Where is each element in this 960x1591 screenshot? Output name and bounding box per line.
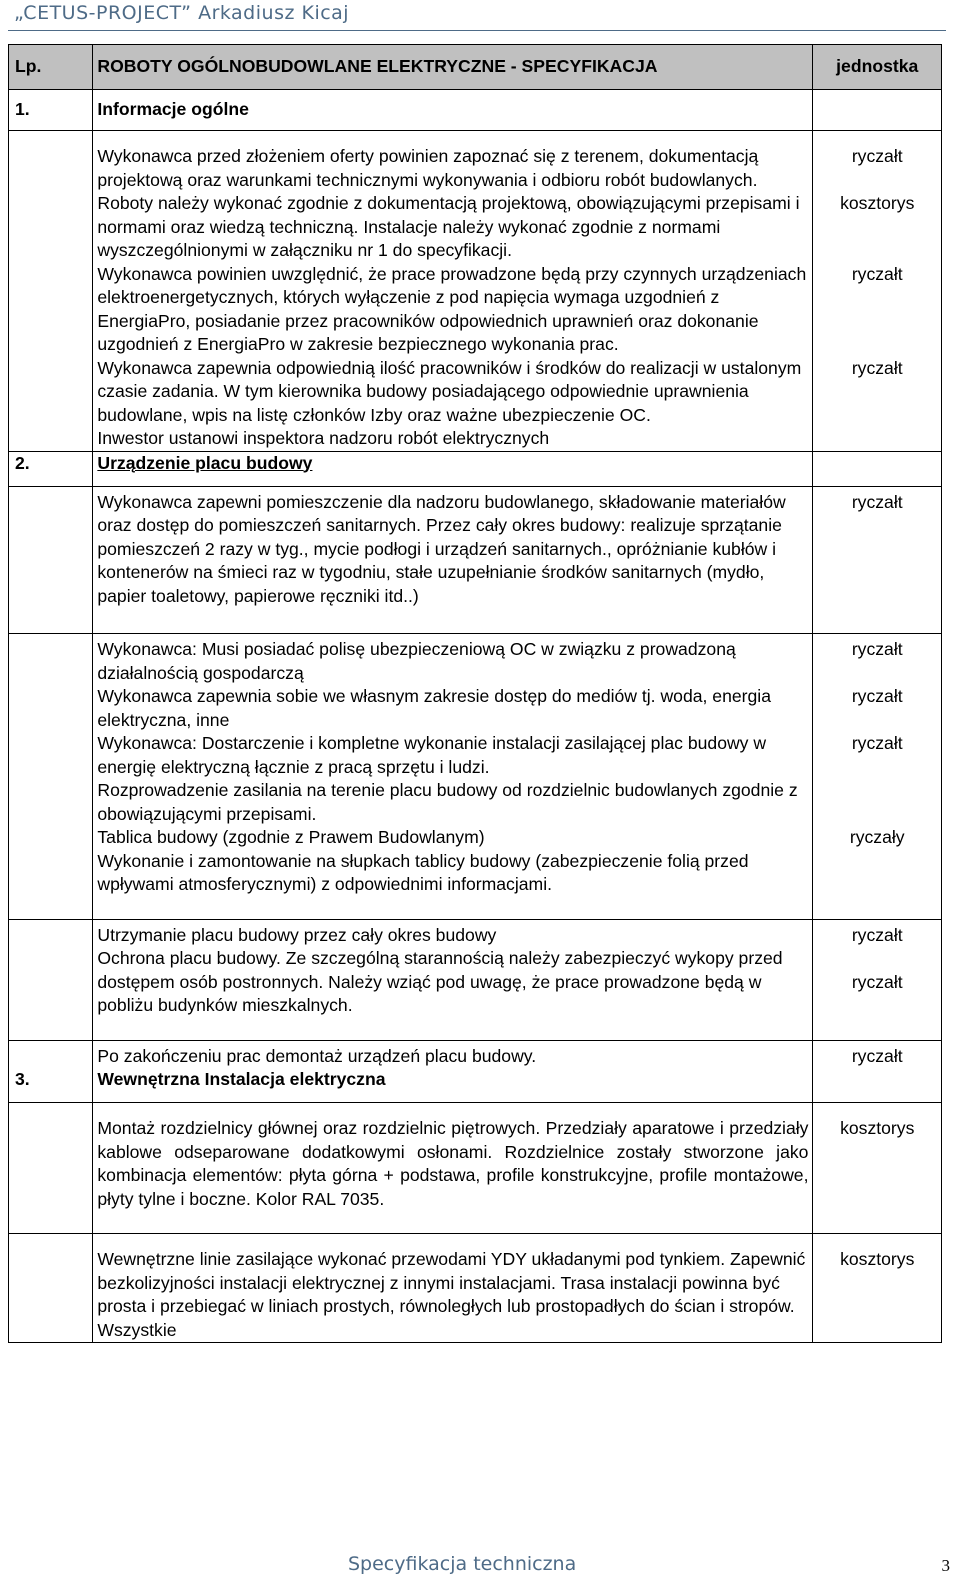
table-row <box>9 1045 942 1069</box>
footer-title: Specyfikacja techniczna <box>348 1553 577 1575</box>
item-text: Rozprowadzenie zasilania na terenie placu budowy od rozdzielnic budowlanych zgodnie z obowiązującymi przepisami. <box>93 779 813 826</box>
table-row <box>9 732 942 779</box>
col-title-header: ROBOTY OGÓLNOBUDOWLANE ELEKTRYCZNE - SPECYFIKACJA <box>93 45 813 90</box>
section-title: Informacje ogólne <box>93 90 813 131</box>
table-row <box>9 1117 942 1211</box>
section-title: Wewnętrzna Instalacja elektryczna <box>93 1068 813 1103</box>
table-row <box>9 924 942 948</box>
table-row <box>9 850 942 897</box>
item-text: Roboty należy wykonać zgodnie z dokumentacją projektową, obowiązującymi przepisami i normami oraz wiedzą techniczną. Instalacje należy wykonać zgodnie z normami wyszczególnionymi w załączniku nr 1 do specyfikacji. <box>93 192 813 263</box>
item-unit: kosztorys <box>813 192 942 263</box>
header-brand: „CETUS-PROJECT” Arkadiusz Kicaj <box>14 2 350 24</box>
item-unit <box>813 427 942 451</box>
item-unit <box>813 850 942 897</box>
table-row <box>9 357 942 428</box>
section-unit-cell <box>813 90 942 131</box>
table-row <box>9 779 942 826</box>
item-text: Wykonawca: Dostarczenie i kompletne wykonanie instalacji zasilającej plac budowy w energię elektryczną łącznie z pracą sprzętu i ludzi. <box>93 732 813 779</box>
item-text: Utrzymanie placu budowy przez cały okres budowy <box>93 924 813 948</box>
section-number: 2. <box>9 451 93 486</box>
section-row <box>9 1068 942 1103</box>
item-text: Wykonanie i zamontowanie na słupkach tablicy budowy (zabezpieczenie folią przed wpływami atmosferycznymi) z odpowiednimi informacjami. <box>93 850 813 897</box>
item-text: Tablica budowy (zgodnie z Prawem Budowlanym) <box>93 826 813 850</box>
table-row <box>9 1103 942 1118</box>
item-unit: ryczałt <box>813 685 942 732</box>
section-number: 1. <box>9 90 93 131</box>
item-text: Wewnętrzne linie zasilające wykonać przewodami YDY układanymi pod tynkiem. Zapewnić bezkolizyjności instalacji elektrycznej z innymi instalacjami. Trasa instalacji powinna być prosta i przebiegać w liniach prostych, równoległych lub prostopadłych do ścian i stropów. Wszystkie <box>93 1248 813 1343</box>
table-row <box>9 638 942 685</box>
table-row <box>9 1234 942 1249</box>
item-unit: ryczałt <box>813 145 942 192</box>
item-text: Ochrona placu budowy. Ze szczególną starannością należy zabezpieczyć wykopy przed dostępem osób postronnych. Należy wziąć pod uwagę, że prace prowadzone będą w pobliżu budynków mieszkalnych. <box>93 947 813 1018</box>
table-row <box>9 1248 942 1343</box>
table-row <box>9 608 942 634</box>
item-unit: kosztorys <box>813 1117 942 1211</box>
section-title <box>93 451 813 486</box>
item-text: Wykonawca: Musi posiadać polisę ubezpieczeniową OC w związku z prowadzoną działalnością gospodarczą <box>93 638 813 685</box>
table-row <box>9 145 942 192</box>
item-text: Wykonawca przed złożeniem oferty powinien zapoznać się z terenem, dokumentacją projektową oraz warunkami technicznymi wykonywania i odbioru robót budowlanych. <box>93 145 813 192</box>
item-unit: ryczałt <box>813 732 942 779</box>
table-row <box>9 947 942 1018</box>
item-text: Wykonawca zapewnia sobie we własnym zakresie dostęp do mediów tj. woda, energia elektryczna, inne <box>93 685 813 732</box>
col-unit-header: jednostka <box>813 45 942 90</box>
item-unit: ryczałt <box>813 947 942 1018</box>
table-row <box>9 131 942 146</box>
section-row <box>9 451 942 486</box>
table-row <box>9 192 942 263</box>
section-number: 3. <box>9 1068 93 1103</box>
item-unit: ryczały <box>813 826 942 850</box>
table-row <box>9 897 942 920</box>
item-unit: ryczałt <box>813 1045 942 1069</box>
item-text: Montaż rozdzielnicy głównej oraz rozdzielnic piętrowych. Przedziały aparatowe i przedziały kablowe odseparowane dodatkowymi osłonami. Rozdzielnice zostały stworzone jako kombinacja elementów: płyta górna + podstawa, profile konstrukcyjne, profile montażowe, płyty tylne i boczne. Kolor RAL 7035. <box>93 1117 813 1211</box>
item-unit: ryczałt <box>813 357 942 428</box>
section-row <box>9 90 942 131</box>
item-unit: ryczałt <box>813 263 942 357</box>
item-unit: ryczałt <box>813 638 942 685</box>
specification-table <box>8 44 942 1343</box>
item-text: Wykonawca zapewnia odpowiednią ilość pracowników i środków do realizacji w ustalonym czasie zadania. W tym kierownika budowy posiadającego odpowiednie uprawnienia budowlane, wpis na listę członków Izby oraz ważne ubezpieczenie OC. <box>93 357 813 428</box>
col-lp-header: Lp. <box>9 45 93 90</box>
table-header-row <box>9 45 942 90</box>
section-unit-cell <box>813 451 942 486</box>
table-row <box>9 491 942 609</box>
table-row <box>9 263 942 357</box>
item-unit: ryczałt <box>813 491 942 609</box>
section-unit-cell <box>813 1068 942 1103</box>
table-row <box>9 685 942 732</box>
item-unit <box>813 779 942 826</box>
item-text: Wykonawca powinien uwzględnić, że prace prowadzone będą przy czynnych urządzeniach elektroenergetycznych, których wyłączenie z pod napięcia wymaga uzgodnień z EnergiaPro, posiadanie przez pracowników odpowiednich uprawnień oraz dokonanie uzgodnień z EnergiaPro w zakresie bezpiecznego wykonania prac. <box>93 263 813 357</box>
table-row <box>9 826 942 850</box>
table-row <box>9 1018 942 1041</box>
table-row <box>9 427 942 451</box>
item-unit: ryczałt <box>813 924 942 948</box>
page-number: 3 <box>941 1556 950 1575</box>
item-text: Wykonawca zapewni pomieszczenie dla nadzoru budowlanego, składowanie materiałów oraz dostęp do pomieszczeń sanitarnych. Przez cały okres budowy: realizuje sprzątanie pomieszczeń 2 razy w tyg., mycie podłogi i urządzeń sanitarnych., opróżnianie kubłów i kontenerów na śmieci raz w tygodniu, stałe uzupełnianie środków sanitarnych (mydło, papier toaletowy, papierowe ręczniki itd..) <box>93 491 813 609</box>
item-text: Inwestor ustanowi inspektora nadzoru robót elektrycznych <box>93 427 813 451</box>
item-text: Po zakończeniu prac demontaż urządzeń placu budowy. <box>93 1045 813 1069</box>
section-title-text: Urządzenie placu budowy <box>97 452 313 473</box>
item-unit: kosztorys <box>813 1248 942 1343</box>
header-rule <box>8 30 946 31</box>
table-row <box>9 1211 942 1234</box>
